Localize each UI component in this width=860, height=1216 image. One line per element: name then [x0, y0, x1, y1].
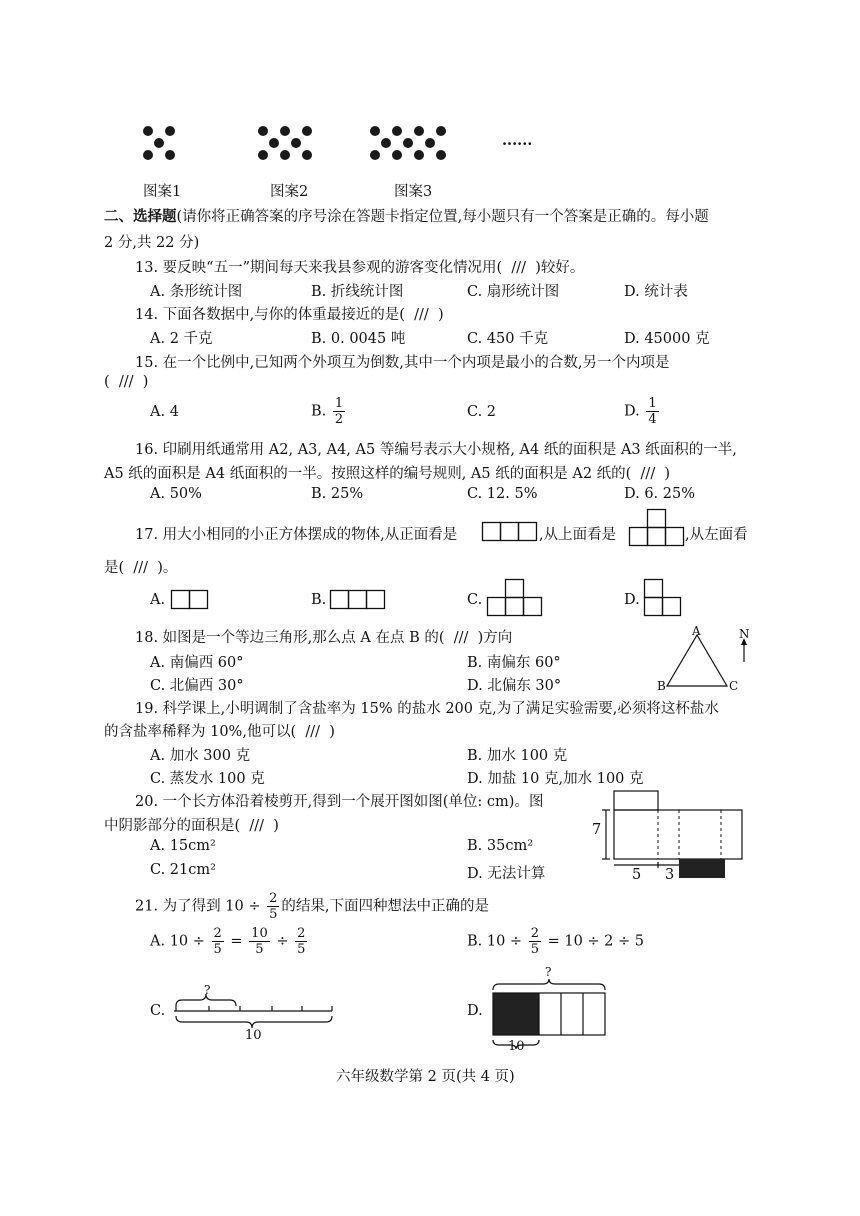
- q17-part2: ,从上面看是: [539, 527, 617, 543]
- q13-text: [135, 256, 584, 277]
- q18-label-c: C: [729, 679, 739, 693]
- q16-stem: A5 纸的面积是 A4 纸面积的一半。按照这样的编号规则, A5 纸的面积是 A2 纸的(: [104, 466, 632, 482]
- q20-option-d[interactable]: D. 无法计算: [467, 866, 546, 882]
- q19-stem-end: ): [329, 724, 335, 740]
- q18-option-a[interactable]: A. 南偏西 60°: [150, 655, 244, 671]
- section-title: 二、选择题: [104, 208, 177, 225]
- q20-answer-blank[interactable]: ///: [249, 818, 265, 834]
- q20-option-b[interactable]: B. 35cm²: [467, 838, 534, 854]
- q19-option-b[interactable]: B. 加水 100 克: [467, 748, 568, 764]
- q21-option-d[interactable]: D.: [467, 1003, 483, 1019]
- q14-option-d[interactable]: D. 45000 克: [624, 331, 710, 347]
- q20-option-c[interactable]: C. 21cm²: [150, 862, 216, 878]
- q20-net-figure: [598, 788, 758, 888]
- q17-option-a[interactable]: A.: [150, 592, 166, 608]
- q21-option-d-question-mark: ?: [545, 965, 552, 979]
- q18-north-label: N: [739, 627, 750, 641]
- q15-option-a[interactable]: A. 4: [150, 404, 179, 420]
- q14-stem-end: ): [438, 307, 444, 323]
- q15-option-d-label: D.: [624, 403, 640, 420]
- q16-stem-end: ): [664, 466, 671, 482]
- q17-stem: 是(: [104, 560, 125, 576]
- q15-open-paren: (: [104, 374, 110, 390]
- q15-text: 15. 在一个比例中,已知两个外项互为倒数,其中一个内项是最小的合数,另一个内项是: [135, 355, 670, 371]
- q17-top-view-figure: [629, 509, 689, 549]
- q21-option-b-end: = 10 ÷ 2 ÷ 5: [547, 933, 644, 950]
- q18-label-b: B: [657, 679, 666, 693]
- q21-option-b[interactable]: [467, 927, 644, 956]
- q17-stem-end: )。: [157, 560, 178, 576]
- q21-option-c-total-label: 10: [245, 1028, 262, 1043]
- q15-close-paren: ): [142, 374, 149, 390]
- q19-line1: 19. 科学课上,小明调制了含盐率为 15% 的盐水 200 克,为了满足实验需要,必须将这杯盐水: [135, 701, 719, 717]
- pattern-3-label: 图案3: [394, 184, 433, 200]
- q17-option-c[interactable]: C.: [467, 592, 483, 608]
- q13-option-b[interactable]: B. 折线统计图: [311, 284, 404, 300]
- q16-line1: 16. 印刷用纸通常用 A2, A3, A4, A5 等编号表示大小规格, A4 纸的面积是 A3 纸面积的一半,: [135, 442, 737, 458]
- q20-height-label: 7: [592, 822, 602, 838]
- q14-option-c[interactable]: C. 450 千克: [467, 331, 549, 347]
- q17-line2: [104, 556, 177, 577]
- q17-answer-blank[interactable]: ///: [133, 560, 149, 576]
- q17-part1: 17. 用大小相同的小正方体摆成的物体,从正面看是: [135, 527, 458, 543]
- q17-front-view-figure: [482, 522, 542, 544]
- q20-line2: [104, 814, 279, 835]
- q20-width2-label: 3: [665, 867, 675, 883]
- q15-option-c[interactable]: C. 2: [467, 404, 497, 420]
- q19-line2: [104, 720, 335, 741]
- pattern-2-label: 图案2: [270, 184, 309, 200]
- q18-option-c[interactable]: C. 北偏西 30°: [150, 678, 244, 694]
- q18-stem-end: )方向: [477, 630, 513, 646]
- q16-answer-blank[interactable]: ///: [640, 466, 656, 482]
- section-instruction: (请你将正确答案的序号涂在答题卡指定位置,每小题只有一个答案是正确的。每小题: [176, 209, 709, 225]
- q17-option-d-figure: [644, 579, 684, 619]
- q18-answer-blank[interactable]: ///: [453, 630, 469, 646]
- q18-option-d[interactable]: D. 北偏东 30°: [467, 678, 562, 694]
- q21-option-a-frac-3: $\frac{2}{5}$: [297, 926, 306, 957]
- q21-option-a[interactable]: [150, 927, 309, 956]
- q20-option-a[interactable]: A. 15cm²: [150, 838, 216, 854]
- q16-option-d[interactable]: D. 6. 25%: [624, 486, 695, 502]
- q15-option-b-fraction: $\frac{1}{2}$: [334, 396, 344, 427]
- q15-option-b[interactable]: [311, 397, 347, 426]
- q21-option-a-label: A. 10 ÷: [150, 933, 205, 950]
- q21-fraction: $\frac{2}{5}$: [269, 891, 278, 922]
- q15-answer-blank[interactable]: ///: [118, 374, 134, 390]
- q13-option-a[interactable]: A. 条形统计图: [150, 284, 243, 300]
- q16-option-a[interactable]: A. 50%: [150, 486, 202, 502]
- section-heading: [104, 205, 709, 226]
- q16-option-b[interactable]: B. 25%: [311, 486, 364, 502]
- q20-stem: 中阴影部分的面积是(: [104, 818, 241, 834]
- q20-width1-label: 5: [632, 867, 642, 883]
- q21-option-b-fraction: $\frac{2}{5}$: [530, 926, 539, 957]
- q20-stem-end: ): [273, 818, 279, 834]
- q21-stem-end: 的结果,下面四种想法中正确的是: [281, 898, 489, 915]
- q15-option-d[interactable]: [624, 397, 661, 426]
- q18-text: [135, 626, 512, 647]
- q14-option-b[interactable]: B. 0. 0045 吨: [311, 331, 406, 347]
- q16-line2: [104, 462, 670, 483]
- q21-option-c[interactable]: C.: [150, 1003, 166, 1019]
- pattern-1-figure: [0, 0, 860, 200]
- q19-option-c[interactable]: C. 蒸发水 100 克: [150, 771, 265, 787]
- q13-option-d[interactable]: D. 统计表: [624, 284, 688, 300]
- q18-stem: 18. 如图是一个等边三角形,那么点 A 在点 B 的(: [135, 630, 445, 646]
- q21-text: [135, 892, 489, 921]
- q21-option-a-equals: =: [230, 933, 243, 950]
- q15-option-d-fraction: $\frac{1}{4}$: [648, 396, 657, 427]
- q14-text: [135, 303, 444, 324]
- q19-stem: 的含盐率稀释为 10%,他可以(: [104, 724, 297, 740]
- q21-option-a-div: ÷: [276, 933, 289, 950]
- q21-option-a-frac-2: $\frac{10}{5}$: [251, 926, 268, 957]
- q13-option-c[interactable]: C. 扇形统计图: [467, 284, 560, 300]
- pattern-1-label: 图案1: [143, 184, 182, 200]
- q14-stem: 14. 下面各数据中,与你的体重最接近的是(: [135, 307, 405, 323]
- q21-option-d-shaded-label: 10: [508, 1039, 525, 1054]
- page-footer: 六年级数学第 2 页(共 4 页): [336, 1069, 515, 1085]
- q20-line1: 20. 一个长方体沿着棱剪开,得到一个展开图如图(单位: cm)。图: [135, 794, 544, 810]
- q14-answer-blank[interactable]: ///: [414, 307, 429, 323]
- q21-stem: 21. 为了得到 10 ÷: [135, 898, 261, 915]
- q15-line2: [104, 374, 148, 390]
- q17-option-b-figure: [330, 590, 390, 612]
- q17-option-c-figure: [487, 579, 547, 619]
- q18-triangle-figure: [655, 620, 775, 690]
- q21-option-c-question-mark: ?: [204, 983, 211, 997]
- q13-stem: 13. 要反映“五一”期间每天来我县参观的游客变化情况用(: [135, 260, 503, 276]
- q15-option-b-label: B.: [311, 403, 327, 420]
- q13-answer-blank[interactable]: ///: [511, 260, 527, 276]
- q21-option-a-frac-1: $\frac{2}{5}$: [213, 926, 222, 957]
- q18-option-b[interactable]: B. 南偏东 60°: [467, 655, 561, 671]
- q13-stem-end: )较好。: [535, 260, 585, 276]
- q16-option-c[interactable]: C. 12. 5%: [467, 486, 538, 502]
- q17-option-a-figure: [171, 590, 211, 612]
- q19-answer-blank[interactable]: ///: [305, 724, 320, 740]
- q18-label-a: A: [692, 624, 701, 638]
- q17-option-d[interactable]: D.: [624, 592, 640, 608]
- q19-option-d[interactable]: D. 加盐 10 克,加水 100 克: [467, 771, 644, 787]
- q17-option-b[interactable]: B.: [311, 592, 327, 608]
- q19-option-a[interactable]: A. 加水 300 克: [150, 748, 251, 764]
- q17-part3: ,从左面看: [685, 527, 748, 543]
- section-instruction-2: 2 分,共 22 分): [104, 235, 200, 251]
- q21-option-b-label: B. 10 ÷: [467, 933, 523, 950]
- pattern-ellipsis: ......: [502, 132, 533, 149]
- q14-option-a[interactable]: A. 2 千克: [150, 331, 213, 347]
